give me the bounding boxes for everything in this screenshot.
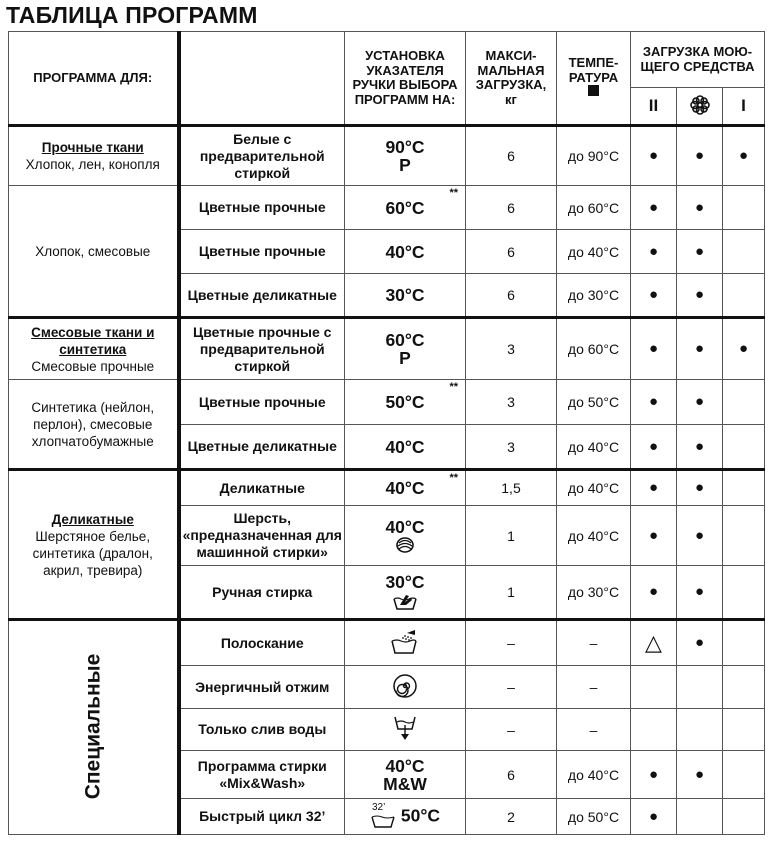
rinse-icon [345,620,466,666]
temperature-setting: 32’ 50°C [345,799,466,835]
program-name: Цветные прочные [179,186,345,230]
triangle-icon: △ [631,620,677,666]
det-i [723,566,765,620]
max-temp: до 30°C [557,566,631,620]
det-ii [631,666,677,709]
max-temp: – [557,666,631,709]
document-title: ТАБЛИЦА ПРОГРАММ [6,2,258,28]
table-row [9,186,765,230]
program-name: Деликатные [179,470,345,506]
program-name: Шерсть, «предназначенная для машинной стирки» [179,506,345,566]
group-strong-fabrics: Прочные ткани Хлопок, лен, конопля [9,126,179,186]
det-ii: ● [631,566,677,620]
temperature-setting: 40°C M&W [345,751,466,799]
max-load: – [466,709,557,751]
det-flower: ● [677,318,723,380]
max-load: 1 [466,566,557,620]
group-cotton-mixed: Хлопок, смесовые [9,186,179,318]
det-i: ● [723,126,765,186]
det-flower: ● [677,186,723,230]
temperature-setting: 30°C [345,274,466,318]
det-ii: ● [631,799,677,835]
det-i [723,230,765,274]
det-i [723,380,765,425]
det-i [723,506,765,566]
max-load: – [466,666,557,709]
table-row [9,470,765,506]
det-ii: ● [631,230,677,274]
max-temp: до 40°C [557,470,631,506]
det-flower: ● [677,620,723,666]
program-name: Быстрый цикл 32’ [179,799,345,835]
det-flower [677,666,723,709]
max-load: 2 [466,799,557,835]
temperature-setting: 30°C [345,566,466,620]
det-ii: ● [631,425,677,470]
temperature-setting: 60°C ** [345,186,466,230]
max-temp: до 30°C [557,274,631,318]
max-load: 6 [466,230,557,274]
quick-cycle-icon: 32’ [370,805,396,829]
program-name: Программа стирки «Mix&Wash» [179,751,345,799]
program-name: Белые с предварительной стиркой [179,126,345,186]
max-temp: до 50°C [557,799,631,835]
det-flower: ● [677,751,723,799]
program-table [8,31,765,835]
table-row [9,380,765,425]
det-ii: ● [631,126,677,186]
det-flower: ● [677,230,723,274]
spin-icon [345,666,466,709]
program-name: Энергичный отжим [179,666,345,709]
max-temp: до 60°C [557,186,631,230]
header-detergent: ЗАГРУЗКА МОЮ- ЩЕГО СРЕДСТВА [631,32,765,88]
header-max-load: МАКСИ- МАЛЬНАЯ ЗАГРУЗКА, кг [466,32,557,126]
wool-icon [395,536,415,554]
max-load: 3 [466,318,557,380]
max-load: 6 [466,186,557,230]
max-load: 6 [466,274,557,318]
det-i [723,709,765,751]
program-name: Ручная стирка [179,566,345,620]
drain-icon [345,709,466,751]
program-name: Цветные прочные [179,230,345,274]
det-flower: ● [677,470,723,506]
det-i [723,620,765,666]
max-load: 6 [466,126,557,186]
flower-icon [677,88,723,126]
temperature-setting: 40°C ** [345,470,466,506]
det-ii: ● [631,274,677,318]
hand-wash-icon [392,591,418,611]
group-synthetic: Синтетика (нейлон, перлон), смесовые хлопчатобумажные [9,380,179,470]
max-temp: до 60°C [557,318,631,380]
header-temperature: ТЕМПЕ- РАТУРА [557,32,631,126]
det-ii: ● [631,751,677,799]
max-load: 3 [466,380,557,425]
max-temp: – [557,709,631,751]
temperature-setting: 40°C [345,506,466,566]
max-temp: до 40°C [557,751,631,799]
det-ii [631,709,677,751]
max-load: – [466,620,557,666]
det-i [723,186,765,230]
max-temp: до 40°C [557,425,631,470]
program-name: Цветные деликатные [179,274,345,318]
table-row [9,620,765,666]
det-i [723,751,765,799]
temperature-setting: 50°C ** [345,380,466,425]
detergent-main-wash: II [631,88,677,126]
det-flower: ● [677,380,723,425]
det-flower [677,799,723,835]
temperature-setting: 40°C [345,425,466,470]
det-i [723,799,765,835]
program-name: Цветные деликатные [179,425,345,470]
temperature-square-icon [588,85,599,96]
program-name: Только слив воды [179,709,345,751]
max-temp: до 40°C [557,230,631,274]
det-flower: ● [677,566,723,620]
program-name: Полоскание [179,620,345,666]
det-flower: ● [677,425,723,470]
max-load: 1 [466,506,557,566]
det-flower: ● [677,506,723,566]
temperature-setting: 40°C [345,230,466,274]
max-load: 3 [466,425,557,470]
det-ii: ● [631,186,677,230]
table-row [9,126,765,186]
det-ii: ● [631,470,677,506]
det-ii: ● [631,318,677,380]
max-load: 1,5 [466,470,557,506]
header-setting: УСТАНОВКА УКАЗАТЕЛЯ РУЧКИ ВЫБОРА ПРОГРАММ НА: [345,32,466,126]
max-temp: – [557,620,631,666]
table-row [9,318,765,380]
det-i [723,470,765,506]
det-ii: ● [631,380,677,425]
det-ii: ● [631,506,677,566]
header-program-for: ПРОГРАММА ДЛЯ: [9,32,179,126]
det-i [723,274,765,318]
detergent-prewash: I [723,88,765,126]
max-load: 6 [466,751,557,799]
det-i: ● [723,318,765,380]
program-name: Цветные прочные с предварительной стиркой [179,318,345,380]
temperature-setting: 60°C P [345,318,466,380]
det-flower: ● [677,126,723,186]
program-name: Цветные прочные [179,380,345,425]
header-row-1 [9,32,765,88]
max-temp: до 50°C [557,380,631,425]
det-i [723,425,765,470]
group-delicates: Деликатные Шерстяное белье, синтетика (дралон, акрил, тревира) [9,470,179,620]
temperature-setting: 90°C P [345,126,466,186]
group-mixed-synthetic: Смесовые ткани и синтетика Смесовые прочные [9,318,179,380]
max-temp: до 90°C [557,126,631,186]
det-flower: ● [677,274,723,318]
det-flower [677,709,723,751]
det-i [723,666,765,709]
max-temp: до 40°C [557,506,631,566]
group-special: Специальные [9,620,179,835]
